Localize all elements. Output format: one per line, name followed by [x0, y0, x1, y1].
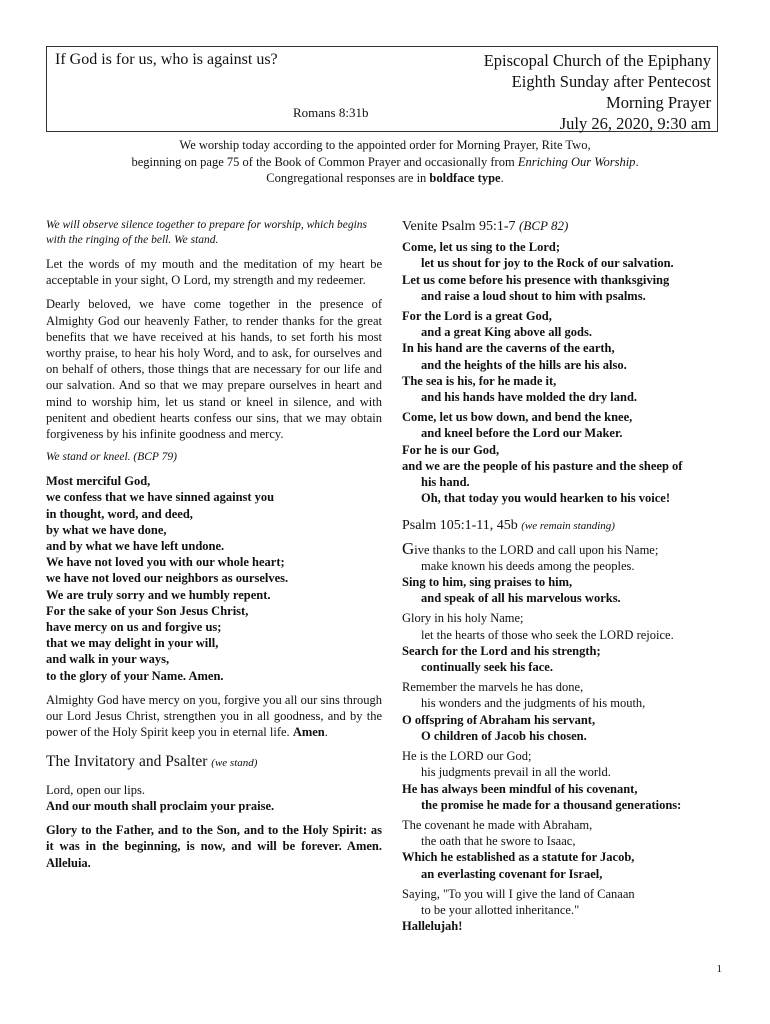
psalm-line-text: ive thanks to the LORD and call upon his Name;	[414, 542, 659, 557]
confession-line: and walk in your ways,	[46, 652, 170, 667]
venite-line: For he is our God,	[402, 442, 500, 457]
psalm-initial: G	[402, 538, 415, 558]
venite-line: Come, let us sing to the Lord;	[402, 240, 560, 255]
page-number: 1	[716, 963, 722, 975]
psalm-line: Glory in his holy Name;	[402, 611, 524, 626]
venite-line: and raise a loud shout to him with psalms.	[421, 288, 646, 303]
confession-line: Most merciful God,	[46, 474, 151, 489]
enriching-our-worship-title: Enriching Our Worship	[517, 154, 636, 169]
boldface-note: boldface type	[429, 171, 501, 185]
psalm-line: Saying, "To you will I give the land of Canaan	[402, 886, 635, 901]
psalm-line: The covenant he made with Abraham,	[402, 817, 593, 832]
absolution: Almighty God have mercy on you, forgive you all our sins through our Lord Jesus Christ, strengthen you in all goodness, and by the power of the Holy Spirit keep you in eternal life. Amen.	[46, 692, 382, 740]
psalm-line: to be your allotted inheritance."	[421, 902, 580, 917]
invitatory-heading	[46, 754, 382, 771]
psalm-line: He has always been mindful of his covenant,	[402, 781, 638, 796]
venite-psalm: Psalm 95:1-7	[441, 219, 516, 234]
liturgical-day: Eighth Sunday after Pentecost	[511, 72, 711, 91]
confession-line: that we may delight in your will,	[46, 636, 219, 651]
exhortation: Dearly beloved, we have come together in the presence of Almighty God our heavenly Father, to render thanks for the great benefits that we have received at his hands, to set forth his most worthy praise, to hear his holy Word, and to ask, for ourselves and on behalf of others, those things that are necessary for our life and our salvation. And so that we may prepare ourselves in heart and mind to worship him, let us stand or kneel in silence, and with penitent and obedient hearts confess our sins, that we may obtain forgiveness by his infinite goodness and mercy.	[46, 297, 382, 442]
confession-line: we have not loved our neighbors as ourselves.	[46, 571, 289, 586]
venite-line: and kneel before the Lord our Maker.	[421, 426, 623, 441]
psalm-line: He is the LORD our God;	[402, 749, 532, 764]
venite-line: For the Lord is a great God,	[402, 309, 552, 324]
service-info	[484, 50, 711, 134]
venite-line: and a great King above all gods.	[421, 325, 592, 340]
psalm-heading	[402, 518, 720, 534]
psalm-line: the promise he made for a thousand generations:	[421, 797, 682, 812]
venite-line: and his hands have molded the dry land.	[421, 390, 638, 405]
psalm-line: O children of Jacob his chosen.	[421, 728, 587, 743]
venite-line: his hand.	[421, 475, 470, 490]
intro-line-1: We worship today according to the appointed order for Morning Prayer, Rite Two,	[179, 138, 591, 152]
confession-line: by what we have done,	[46, 522, 167, 537]
psalm-line: make known his deeds among the peoples.	[421, 558, 635, 573]
opening-rubric: We will observe silence together to prepare for worship, which begins with the ringing of the bell. We stand.	[46, 219, 368, 246]
church-name: Episcopal Church of the Epiphany	[483, 51, 711, 70]
psalm-line: Which he established as a statute for Jacob,	[402, 850, 635, 865]
venite-ref: (BCP 82)	[519, 218, 569, 233]
confession-rubric: We stand or kneel. (BCP 79)	[46, 451, 177, 464]
psalm-line: Hallelujah!	[402, 919, 463, 934]
venite-line: In his hand are the caverns of the earth,	[402, 341, 615, 356]
psalm-line: Remember the marvels he has done,	[402, 680, 584, 695]
intro-note	[0, 137, 770, 187]
psalm-text	[402, 538, 720, 935]
venite-line: Let us come before his presence with thanksgiving	[402, 272, 670, 287]
venite-line: The sea is his, for he made it,	[402, 373, 557, 388]
psalm-line: his wonders and the judgments of his mouth,	[421, 696, 646, 711]
confession-line: have mercy on us and forgive us;	[46, 620, 222, 635]
confession-line: we confess that we have sinned against you	[46, 490, 275, 505]
psalm-rubric: (we remain standing)	[521, 520, 615, 533]
psalm-line: Sing to him, sing praises to him,	[402, 575, 573, 590]
venite-line: and we are the people of his pasture and the sheep of	[402, 458, 683, 473]
confession-line: We have not loved you with our whole heart;	[46, 555, 285, 570]
header-box	[46, 46, 718, 132]
confession-line: in thought, word, and deed,	[46, 506, 193, 521]
psalm-line: O offspring of Abraham his servant,	[402, 712, 596, 727]
confession	[46, 473, 382, 684]
left-column	[46, 218, 382, 879]
intro-line-3	[0, 170, 770, 187]
confession-line: For the sake of your Son Jesus Christ,	[46, 603, 249, 618]
intro-line-3-text: Congregational responses are in	[266, 171, 430, 185]
venite-line: Oh, that today you would hearken to his voice!	[421, 491, 670, 506]
intro-line-2-text: beginning on page 75 of the Book of Common Prayer and occasionally from	[131, 154, 518, 169]
venite-text	[402, 239, 720, 506]
psalm-line: let the hearts of those who seek the LORD rejoice.	[421, 627, 674, 642]
intro-line-2-end: .	[635, 154, 639, 169]
absolution-text: Almighty God have mercy on you, forgive you all our sins through our Lord Jesus Christ, strengthen you in all goodness, and by the power of the Holy Spirit keep you in eternal life.	[46, 692, 382, 740]
versicle: Lord, open our lips.	[46, 782, 145, 797]
gloria-patri: Glory to the Father, and to the Son, and to the Holy Spirit: as it was in the beginning, is now, and will be forever. Amen. Alleluia.	[46, 823, 382, 870]
absolution-amen: Amen	[292, 725, 325, 740]
psalm-title: Psalm 105:1-11, 45b	[402, 518, 518, 534]
confession-line: to the glory of your Name. Amen.	[46, 668, 224, 683]
service-name: Morning Prayer	[606, 93, 711, 112]
psalm-line: continually seek his face.	[421, 660, 553, 675]
theme-scripture-ref: Romans 8:31b	[293, 105, 369, 120]
confession-line: We are truly sorry and we humbly repent.	[46, 587, 271, 602]
intro-line-3-end: .	[500, 171, 504, 185]
psalm-line	[402, 538, 720, 558]
versicle-response: And our mouth shall proclaim your praise.	[46, 798, 275, 813]
venite-title: Venite	[402, 219, 438, 234]
psalm-line: Search for the Lord and his strength;	[402, 643, 601, 658]
invitatory-title: The Invitatory and Psalter	[46, 753, 208, 771]
confession-line: and by what we have left undone.	[46, 539, 225, 554]
psalm-line: his judgments prevail in all the world.	[421, 765, 611, 780]
psalm-line: an everlasting covenant for Israel,	[421, 866, 603, 881]
venite-line: Come, let us bow down, and bend the knee,	[402, 410, 633, 425]
venite-heading	[402, 218, 720, 235]
bulletin-theme: If God is for us, who is against us?	[55, 51, 278, 68]
psalm-line: and speak of all his marvelous works.	[421, 591, 621, 606]
venite-line: let us shout for joy to the Rock of our salvation.	[421, 256, 674, 271]
service-date: July 26, 2020, 9:30 am	[559, 114, 711, 133]
psalm-line: the oath that he swore to Isaac,	[421, 834, 576, 849]
invitatory-rubric: (we stand)	[211, 757, 258, 770]
right-column	[402, 218, 720, 934]
opening-sentence: Let the words of my mouth and the meditation of my heart be acceptable in your sight, O Lord, my strength and my redeemer.	[46, 257, 382, 288]
intro-line-2	[0, 154, 770, 171]
venite-line: and the heights of the hills are his also.	[421, 357, 627, 372]
